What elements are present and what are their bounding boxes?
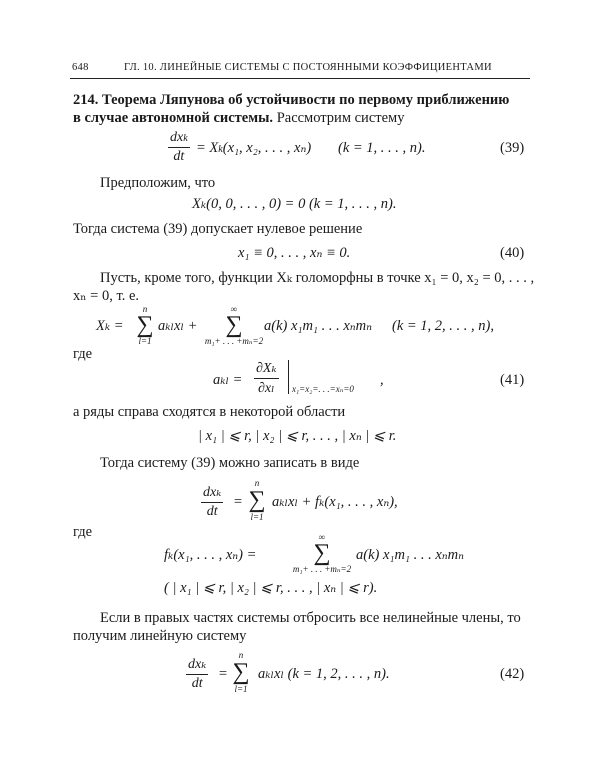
eq39-condition: (k = 1, . . . , n). — [338, 140, 426, 156]
eq41-numerator: ∂Xₖ — [256, 361, 277, 376]
where-label-2: где — [73, 524, 93, 540]
eq40-number: (40) — [500, 245, 525, 261]
section-heading-line2 — [73, 110, 404, 127]
eq41-fraction — [254, 360, 279, 397]
eq-rewritten-sum: n ∑ l=1 — [248, 478, 266, 522]
eq-rewritten-denominator: dt — [206, 504, 218, 519]
paragraph-holomorphic-line2: xₙ = 0, т. е. — [73, 288, 140, 304]
eq41-tail: , — [380, 372, 384, 388]
eq-f-lhs: fₖ(x₁, . . . , xₙ) = — [164, 547, 257, 563]
paragraph-assume: Предположим, что — [100, 175, 216, 191]
section-heading: 214. Теорема Ляпунова об устойчивости по первому приближению — [73, 92, 510, 108]
section-heading-bold: в случае автономной системы. — [73, 110, 274, 126]
page-number: 648 — [72, 62, 89, 73]
section-intro-text: Рассмотрим систему — [273, 110, 405, 126]
eq-series-sum2: ∞ ∑ m₁+ . . . +mₙ=2 — [204, 304, 264, 346]
paragraph-rewrite: Тогда систему (39) можно записать в виде — [100, 455, 360, 471]
eq-series-lhs: Xₖ = — [96, 318, 124, 334]
eq-series-condition: (k = 1, 2, . . . , n), — [392, 318, 495, 334]
eq39-rhs: = Xk(x₁, x₂, . . . , xₙ) — [196, 140, 312, 156]
eq-assume: Xₖ(0, 0, . . . , 0) = 0 (k = 1, . . . , n). — [192, 196, 397, 212]
eq42-fraction — [186, 656, 208, 692]
eq42-numerator: dxₖ — [188, 657, 207, 672]
eq41-denominator: ∂xₗ — [258, 381, 275, 396]
eq41-number: (41) — [500, 372, 525, 388]
eq39-denominator: dt — [173, 149, 185, 164]
where-label-1: где — [73, 346, 93, 362]
eq-series-term1: aₖₗxₗ + — [158, 318, 198, 334]
paragraph-linearize-line1: Если в правых частях системы отбросить все нелинейные члены, то — [100, 610, 521, 626]
eq41-evaluation-bar — [288, 360, 289, 394]
chapter-title: ГЛ. 10. ЛИНЕЙНЫЕ СИСТЕМЫ С ПОСТОЯННЫМИ КОЭФФИЦИЕНТАМИ — [124, 62, 492, 73]
eq42-body: aₖₗxₗ (k = 1, 2, . . . , n). — [258, 666, 390, 682]
eq-region: | x₁ | ⩽ r, | x₂ | ⩽ r, . . . , | xₙ | ⩽ r. — [198, 428, 397, 444]
eq39-fraction — [168, 130, 190, 165]
paragraph-linearize-line2: получим линейную систему — [73, 628, 247, 644]
paragraph-holomorphic-line1: Пусть, кроме того, функции Xₖ голоморфны в точке x₁ = 0, x₂ = 0, . . . , — [100, 270, 535, 286]
eq-rewritten-fraction — [201, 484, 223, 520]
eq-f-region: ( | x₁ | ⩽ r, | x₂ | ⩽ r, . . . , | xₙ | ⩽ r). — [164, 580, 378, 596]
eq-rewritten-numerator: dxₖ — [203, 485, 222, 500]
eq-series-sum1: n ∑ l=1 — [136, 304, 154, 346]
eq40-body: x₁ ≡ 0, . . . , xₙ ≡ 0. — [238, 245, 351, 261]
eq42-sum: n ∑ l=1 — [232, 650, 250, 694]
eq-series-term2: a(k) x₁m₁ . . . xₙmₙ — [264, 318, 372, 334]
eq39-numerator: dxk — [170, 130, 188, 145]
eq42-number: (42) — [500, 666, 525, 682]
eq41-lhs: aₖₗ = — [213, 372, 243, 388]
eq39-number: (39) — [500, 140, 525, 156]
eq41-evaluation-point: x₁=x₂=. . .=xₙ=0 — [292, 384, 354, 394]
header-rule — [70, 78, 530, 79]
eq-rewritten-equals: = — [233, 494, 243, 510]
eq42-denominator: dt — [191, 676, 203, 691]
eq-rewritten-body: aₖₗxₗ + fₖ(x₁, . . . , xₙ), — [272, 494, 398, 510]
eq-f-body: a(k) x₁m₁ . . . xₙmₙ — [356, 547, 464, 563]
eq42-equals: = — [218, 666, 228, 682]
paragraph-convergence: а ряды справа сходятся в некоторой области — [73, 404, 346, 420]
paragraph-zero-solution: Тогда система (39) допускает нулевое решение — [73, 221, 363, 237]
eq-f-sum: ∞ ∑ m₁+ . . . +mₙ=2 — [292, 532, 352, 574]
